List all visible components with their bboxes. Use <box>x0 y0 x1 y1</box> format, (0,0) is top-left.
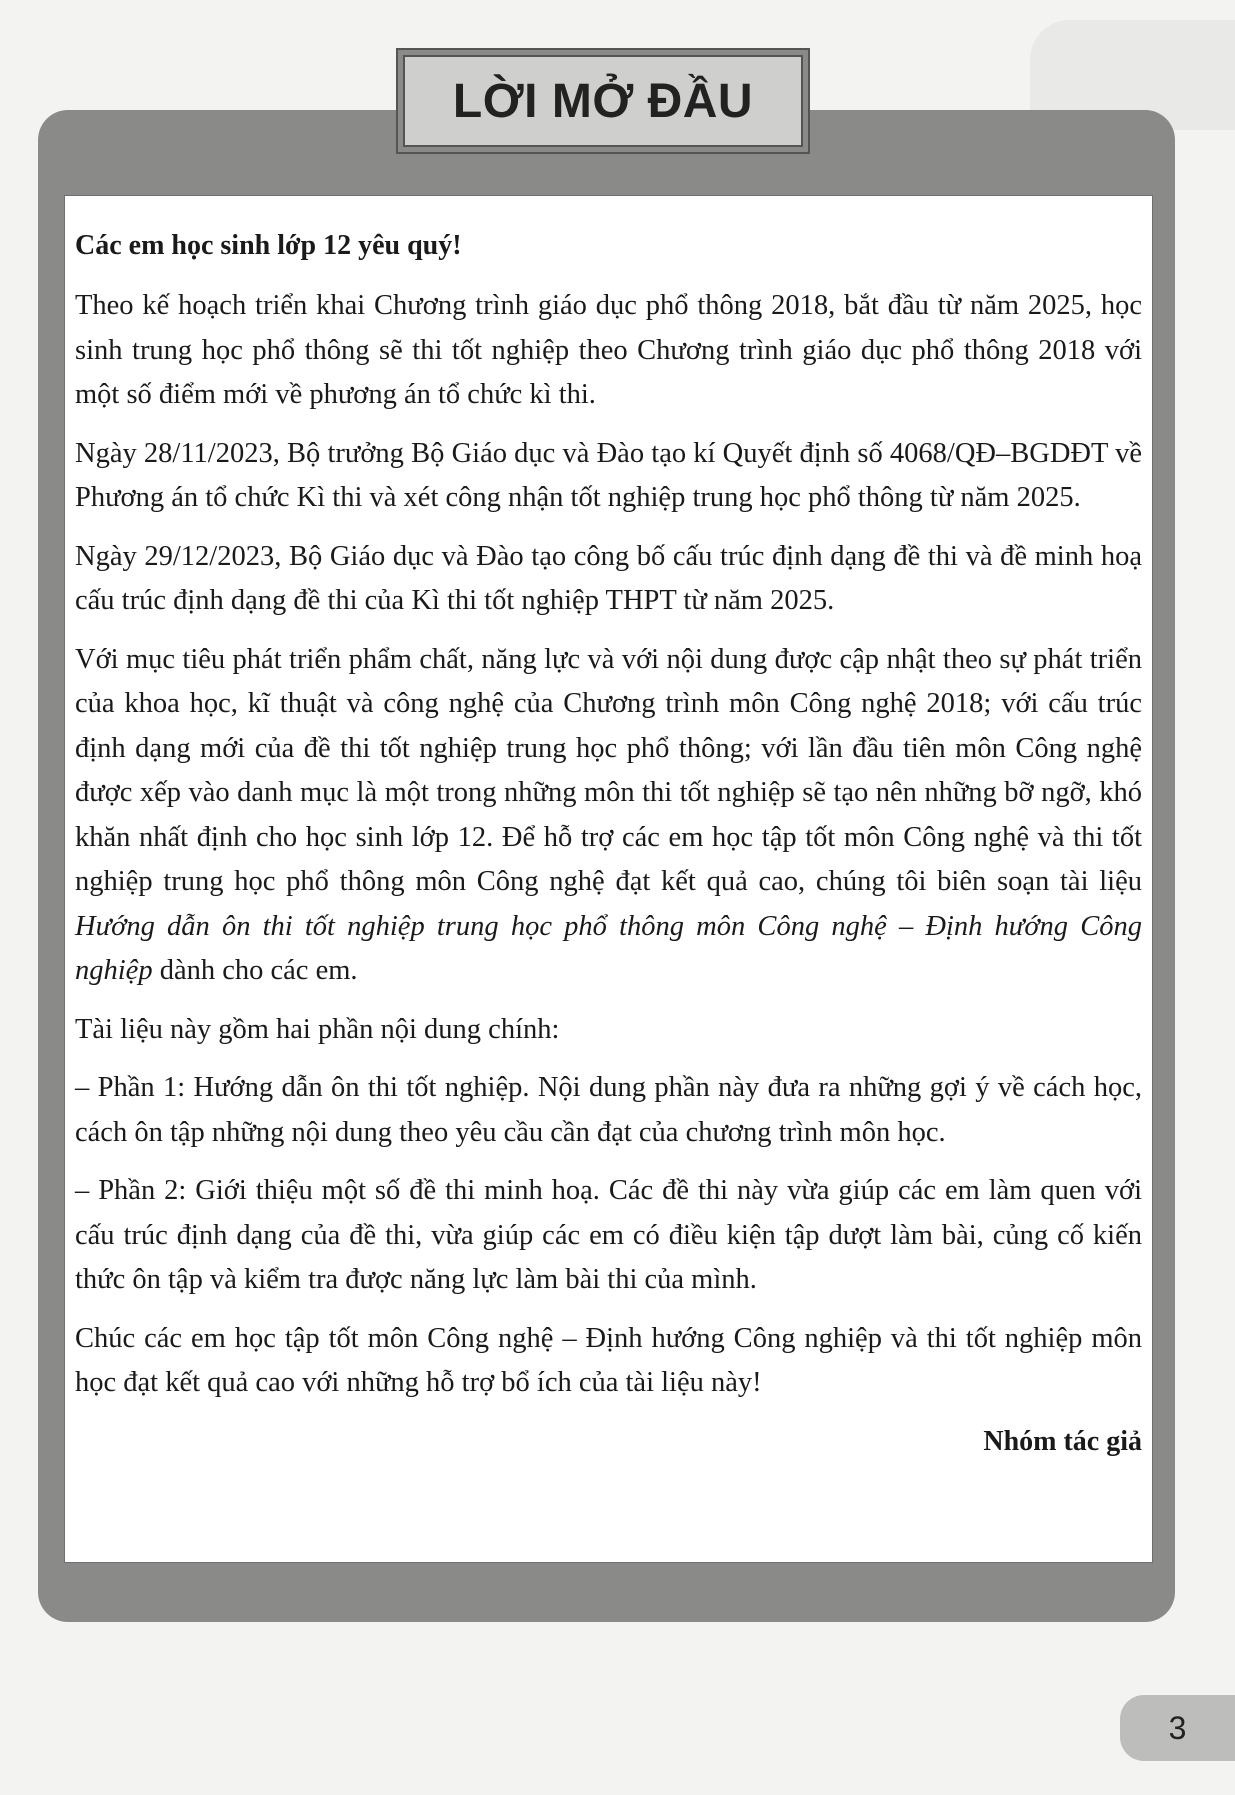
page-title: LỜI MỞ ĐẦU <box>403 55 803 147</box>
book-title: Hướng dẫn ôn thi tốt nghiệp trung học phổ thông môn Công nghệ – Định hướng Công nghiệp <box>75 910 1142 986</box>
goals-text-before: Với mục tiêu phát triển phẩm chất, năng lực và với nội dung được cập nhật theo sự phát triển của khoa học, kĩ thuật và công nghệ của Chương trình môn Công nghệ 2018; với cấu trúc định dạng mới của đề thi tốt nghiệp trung học phổ thông; với lần đầu tiên môn Công nghệ được xếp vào danh mục là một trong những môn thi tốt nghiệp sẽ tạo nên những bỡ ngỡ, khó khăn nhất định cho học sinh lớp 12. Để hỗ trợ các em học tập tốt môn Công nghệ và thi tốt nghiệp trung học phổ thông môn Công nghệ đạt kết quả cao, chúng tôi biên soạn tài liệu <box>75 643 1142 897</box>
heading-box <box>396 48 810 154</box>
goals-text-after: dành cho các em. <box>152 955 358 986</box>
preface-content <box>64 195 1153 1563</box>
paragraph-structure-intro: Tài liệu này gồm hai phần nội dung chính: <box>75 1013 560 1045</box>
paragraph-exam-format: Ngày 29/12/2023, Bộ Giáo dục và Đào tạo công bố cấu trúc định dạng đề thi và đề minh hoạ cấu trúc định dạng đề thi của Kì thi tốt nghiệp THPT từ năm 2025. <box>75 540 1142 616</box>
paragraph-goals <box>75 638 1142 994</box>
signature: Nhóm tác giả <box>983 1425 1142 1457</box>
paragraph-part-1: – Phần 1: Hướng dẫn ôn thi tốt nghiệp. Nội dung phần này đưa ra những gợi ý về cách học, cách ôn tập những nội dung theo yêu cầu cần đạt của chương trình môn học. <box>75 1072 1142 1148</box>
page-number: 3 <box>1120 1695 1235 1761</box>
paragraph-decision: Ngày 28/11/2023, Bộ trưởng Bộ Giáo dục và Đào tạo kí Quyết định số 4068/QĐ–BGDĐT về Phương án tổ chức Kì thi và xét công nhận tốt nghiệp trung học phổ thông từ năm 2025. <box>75 437 1142 513</box>
paragraph-part-2: – Phần 2: Giới thiệu một số đề thi minh hoạ. Các đề thi này vừa giúp các em làm quen với cấu trúc định dạng của đề thi, vừa giúp các em có điều kiện tập dượt làm bài, củng cố kiến thức ôn tập và kiểm tra được năng lực làm bài thi của mình. <box>75 1175 1142 1295</box>
paragraph-wishes: Chúc các em học tập tốt môn Công nghệ – Định hướng Công nghiệp và thi tốt nghiệp môn học đạt kết quả cao với những hỗ trợ bổ ích của tài liệu này! <box>75 1322 1142 1398</box>
greeting: Các em học sinh lớp 12 yêu quý! <box>75 230 462 261</box>
paragraph-plan: Theo kế hoạch triển khai Chương trình giáo dục phổ thông 2018, bắt đầu từ năm 2025, học sinh trung học phổ thông sẽ thi tốt nghiệp theo Chương trình giáo dục phổ thông 2018 với một số điểm mới về phương án tổ chức kì thi. <box>75 290 1142 410</box>
